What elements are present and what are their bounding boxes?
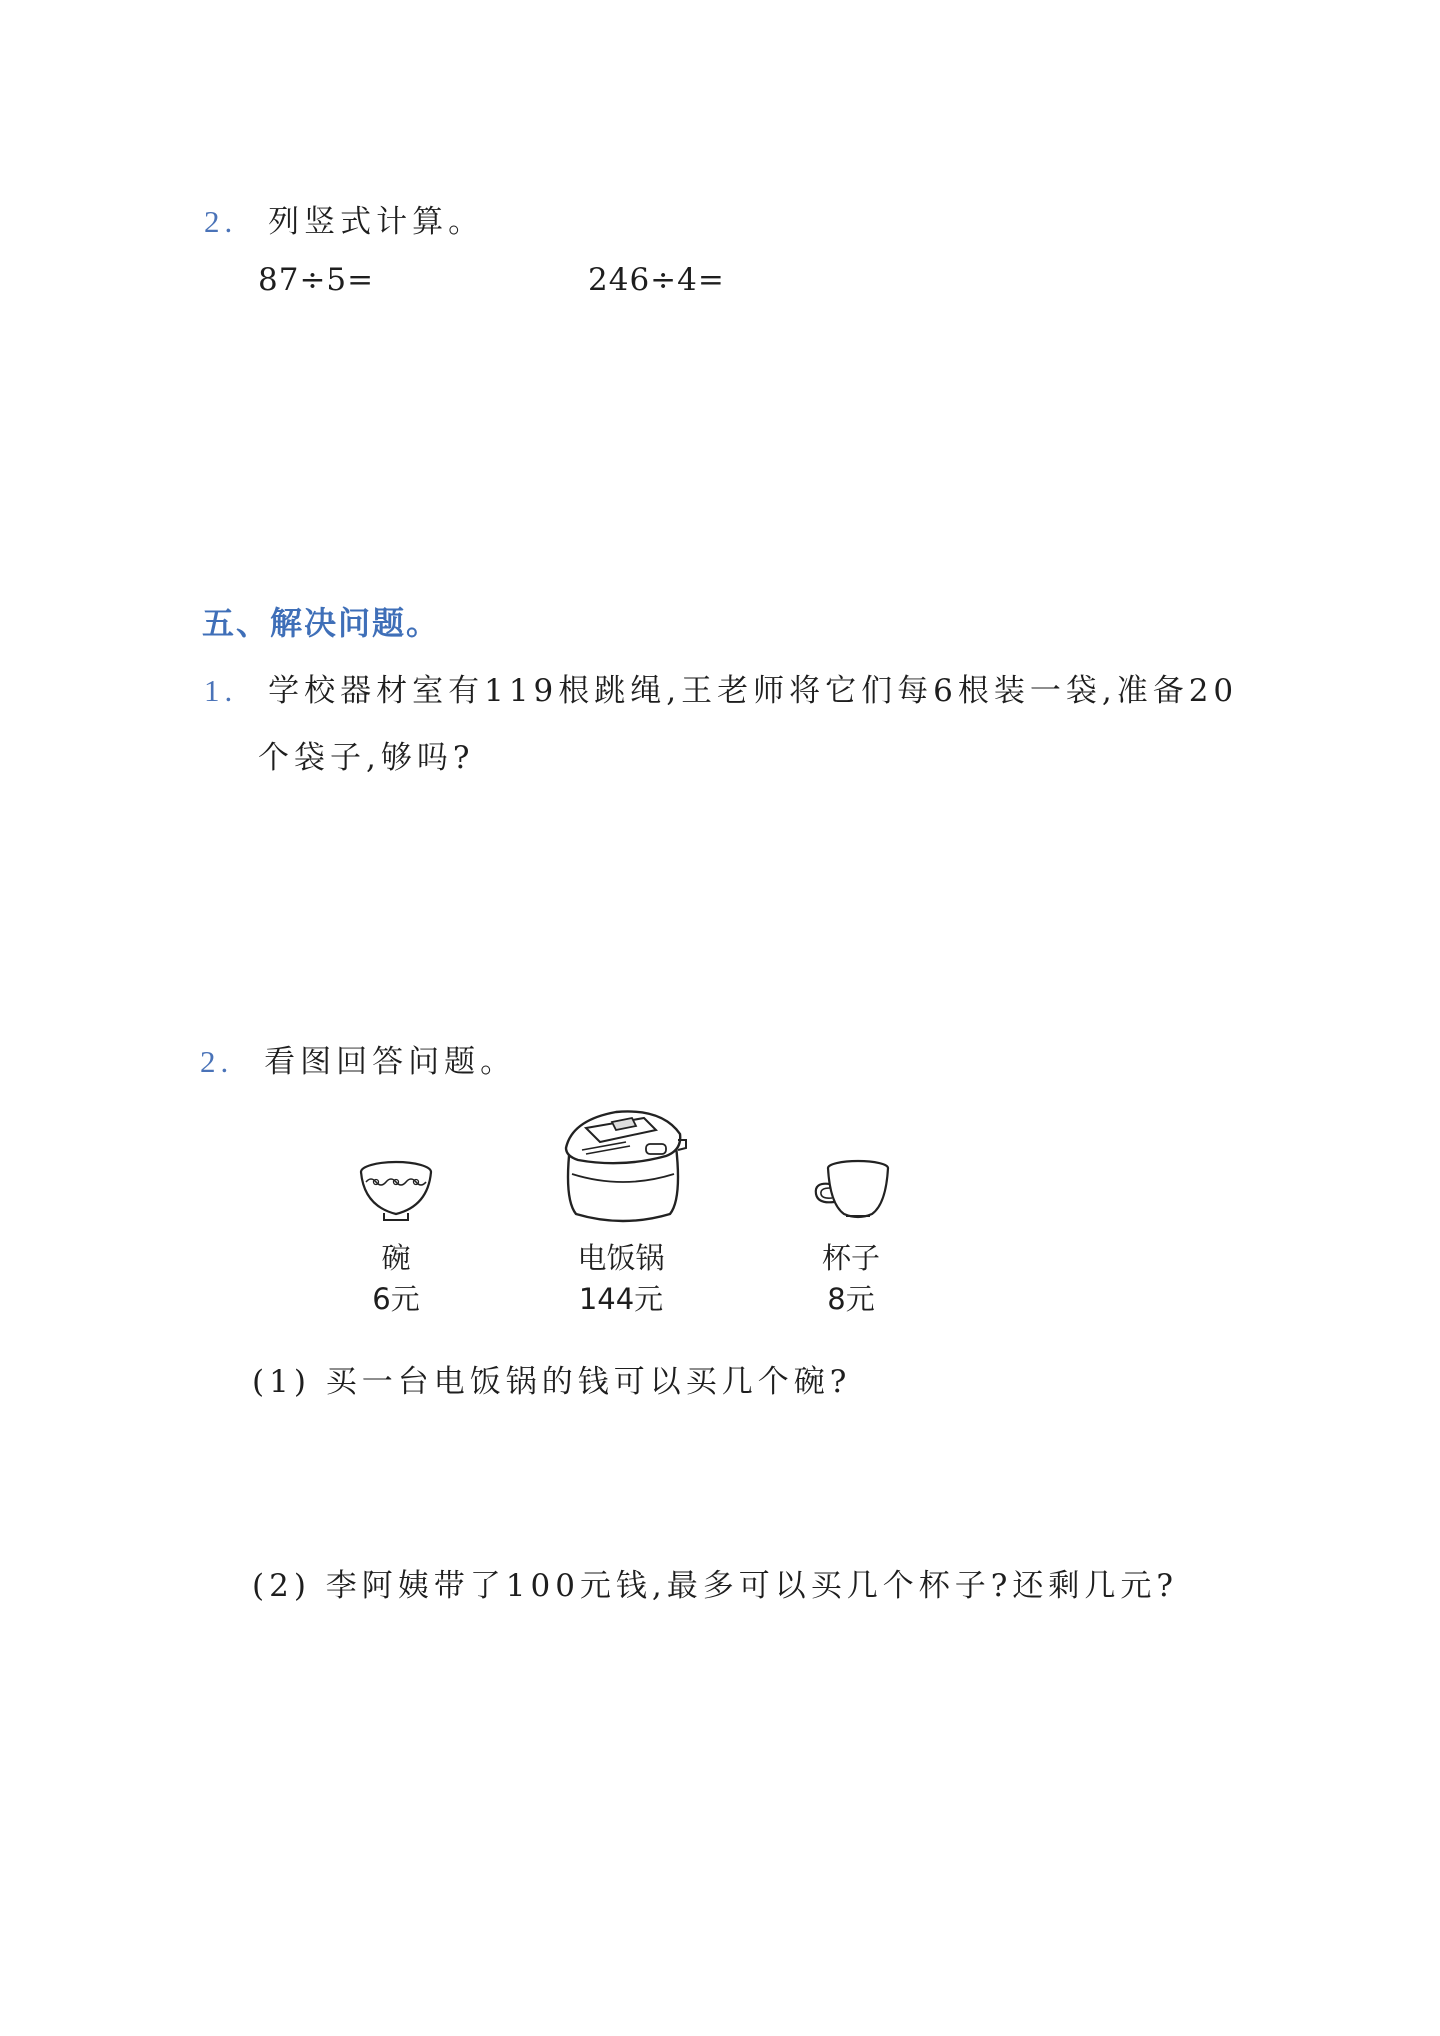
problem-2-title: 看图回答问题。 (264, 1044, 517, 1080)
calc-question (204, 196, 484, 241)
rice-cooker-icon (556, 1104, 690, 1230)
calc-problem-1: 87÷5= (258, 262, 375, 298)
bowl-label: 碗 (381, 1241, 411, 1275)
problem-1-text-line-2: 个袋子,够吗? (258, 740, 475, 776)
cup-icon (810, 1158, 892, 1226)
calc-question-number: 2. (204, 204, 238, 239)
sub-question-1: (1) 买一台电饭锅的钱可以买几个碗? (252, 1364, 852, 1400)
calc-problem-2: 246÷4= (588, 262, 725, 298)
cup-price: 8元 (827, 1282, 875, 1316)
bowl-price: 6元 (372, 1282, 420, 1316)
cup-label: 杯子 (821, 1241, 880, 1275)
calc-question-title: 列竖式计算。 (268, 204, 485, 240)
problem-1-number: 1. (204, 673, 238, 708)
bowl-icon (356, 1160, 436, 1226)
section-five-title: 五、解决问题。 (202, 604, 441, 642)
rice-cooker-label: 电饭锅 (577, 1241, 665, 1275)
problem-2-number: 2. (200, 1044, 234, 1079)
problem-1-text-line-1: 学校器材室有119根跳绳,王老师将它们每6根装一袋,准备20 (268, 673, 1239, 709)
rice-cooker-price: 144元 (578, 1282, 664, 1316)
sub-question-2: (2) 李阿姨带了100元钱,最多可以买几个杯子?还剩几元? (252, 1568, 1179, 1604)
problem-2-heading (200, 1036, 516, 1081)
problem-1-line-1 (204, 665, 1238, 710)
